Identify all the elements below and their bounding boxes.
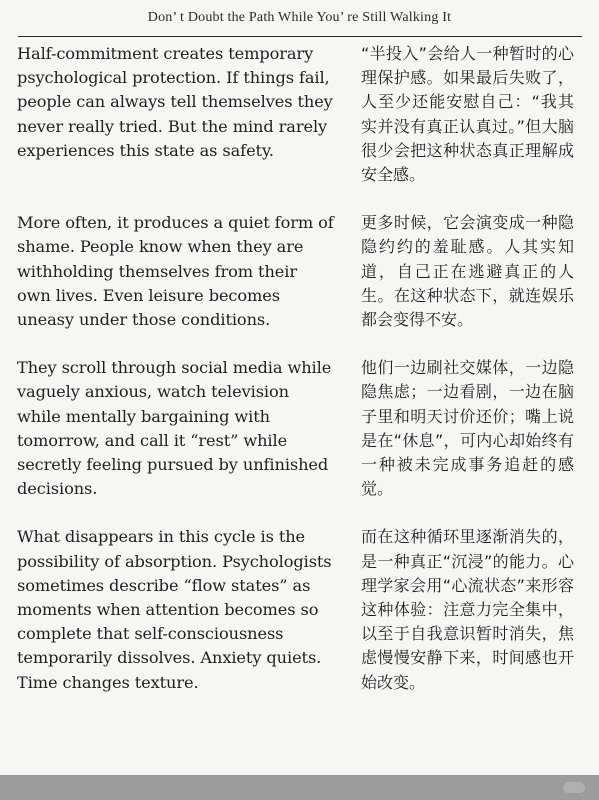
paragraph-row [17,211,582,332]
bilingual-content [17,42,582,719]
english-paragraph: Half-commitment creates temporary psychological protection. If things fail, people can always tell themselves they never really tried. But the mind rarely experiences this state as safety. [17,44,333,160]
chinese-paragraph: 而在这种循环里逐渐消失的，是一种真正“沉浸”的能力。心理学家会用“心流状态”来形容这种体验：注意力完全集中，以至于自我意识暂时消失，焦虑慢慢安静下来，时间感也开始改变。 [361,527,574,692]
header-divider [18,36,582,37]
bottom-gray-bar [0,775,599,800]
english-paragraph: More often, it produces a quiet form of shame. People know when they are withholding themselves from their own lives. Even leisure becomes uneasy under those conditions. [17,213,334,330]
paragraph-row [17,42,582,187]
english-paragraph: They scroll through social media while vaguely anxious, watch television while mentally bargaining with tomorrow, and call it “rest” while secretly feeling pursued by unfinished decisions. [17,358,332,499]
english-paragraph: What disappears in this cycle is the possibility of absorption. Psychologists sometimes describe “flow states” as moments when attention becomes so complete that self-consciousness temporarily dissolves. Anxiety quiets. Time changes texture. [17,527,332,692]
page-header-title: Don’ t Doubt the Path While You’ re Still Walking It [147,10,452,25]
paragraph-row [17,525,582,694]
paragraph-row [17,356,582,501]
chinese-paragraph: 他们一边刷社交媒体，一边隐隐焦虑；一边看剧，一边在脑子里和明天讨价还价；嘴上说是在“休息”，可内心却始终有一种被未完成事务追赶的感觉。 [361,358,574,499]
chinese-paragraph: 更多时候，它会演变成一种隐隐约约的羞耻感。人其实知道，自己正在逃避真正的人生。在这种状态下，就连娱乐都会变得不安。 [361,213,574,330]
chinese-paragraph: “半投入”会给人一种暂时的心理保护感。如果最后失败了，人至少还能安慰自己：“我其实并没有真正认真过。”但大脑很少会把这种状态真正理解成安全感。 [361,44,574,185]
watermark-badge [563,782,585,793]
